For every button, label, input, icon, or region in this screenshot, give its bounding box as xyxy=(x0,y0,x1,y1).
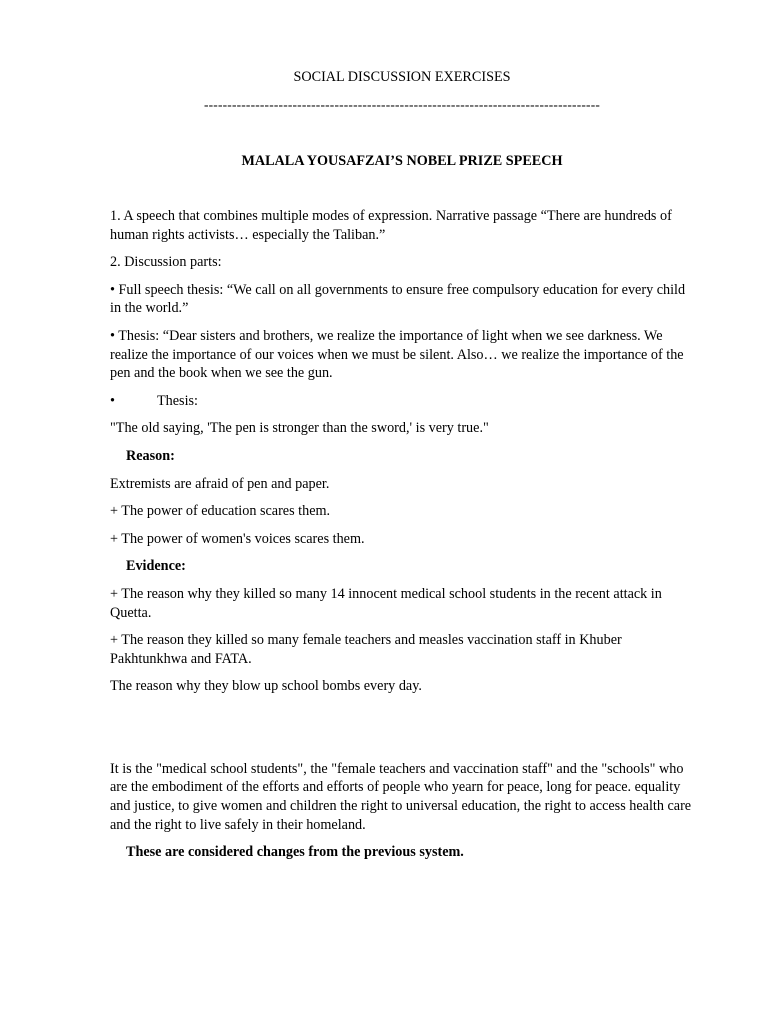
speech-heading: MALALA YOUSAFZAI’S NOBEL PRIZE SPEECH xyxy=(241,153,563,169)
title-divider: ------------------------------------------------------------------------------------- xyxy=(203,97,601,112)
blank-space xyxy=(110,705,694,760)
pen-sword-quote: "The old saying, 'The pen is stronger than the sword,' is very true." xyxy=(110,420,489,437)
thesis-label: Thesis: xyxy=(157,392,198,409)
evidence-item-3: The reason why they blow up school bombs every day. xyxy=(110,678,422,695)
reason-item-2: + The power of education scares them. xyxy=(110,503,331,520)
evidence-item-2: + The reason they killed so many female teachers and measles vaccination staff in Khuber Pakhtunkhwa and FATA. xyxy=(110,632,622,667)
paragraph-full-thesis: • Full speech thesis: “We call on all governments to ensure free compulsory education for every child in the world.” xyxy=(110,281,686,317)
closing-statement: These are considered changes from the previous system. xyxy=(126,844,464,861)
thesis-bullet xyxy=(110,392,694,411)
paragraph-discussion-parts: 2. Discussion parts: xyxy=(110,254,222,271)
document-body xyxy=(110,207,694,871)
paragraph-intro: 1. A speech that combines multiple modes of expression. Narrative passage “There are hundreds of human rights activists… especially the Taliban.” xyxy=(110,208,672,243)
conclusion-paragraph: It is the "medical school students", the "female teachers and vaccination staff" and the "schools" who are the embodiment of the efforts and efforts of people who yearn for peace, long for peace. equality and justice, to give women and children the right to universal education, the right to access health care and the right to live safely in their homeland. xyxy=(110,760,692,833)
paragraph-thesis-quote: • Thesis: “Dear sisters and brothers, we realize the importance of light when we see darkness. We realize the importance of our voices when we must be silent. Also… we realize the importance of the pen and the book when we see the gun. xyxy=(110,327,684,382)
reason-item-1: Extremists are afraid of pen and paper. xyxy=(110,475,330,492)
reason-item-3: + The power of women's voices scares them. xyxy=(110,530,365,547)
evidence-item-1: + The reason why they killed so many 14 innocent medical school students in the recent attack in Quetta. xyxy=(110,585,662,621)
reason-label: Reason: xyxy=(126,447,175,464)
evidence-label: Evidence: xyxy=(126,558,186,575)
bullet-mark: • xyxy=(110,392,115,409)
document-title: SOCIAL DISCUSSION EXERCISES xyxy=(293,69,511,85)
